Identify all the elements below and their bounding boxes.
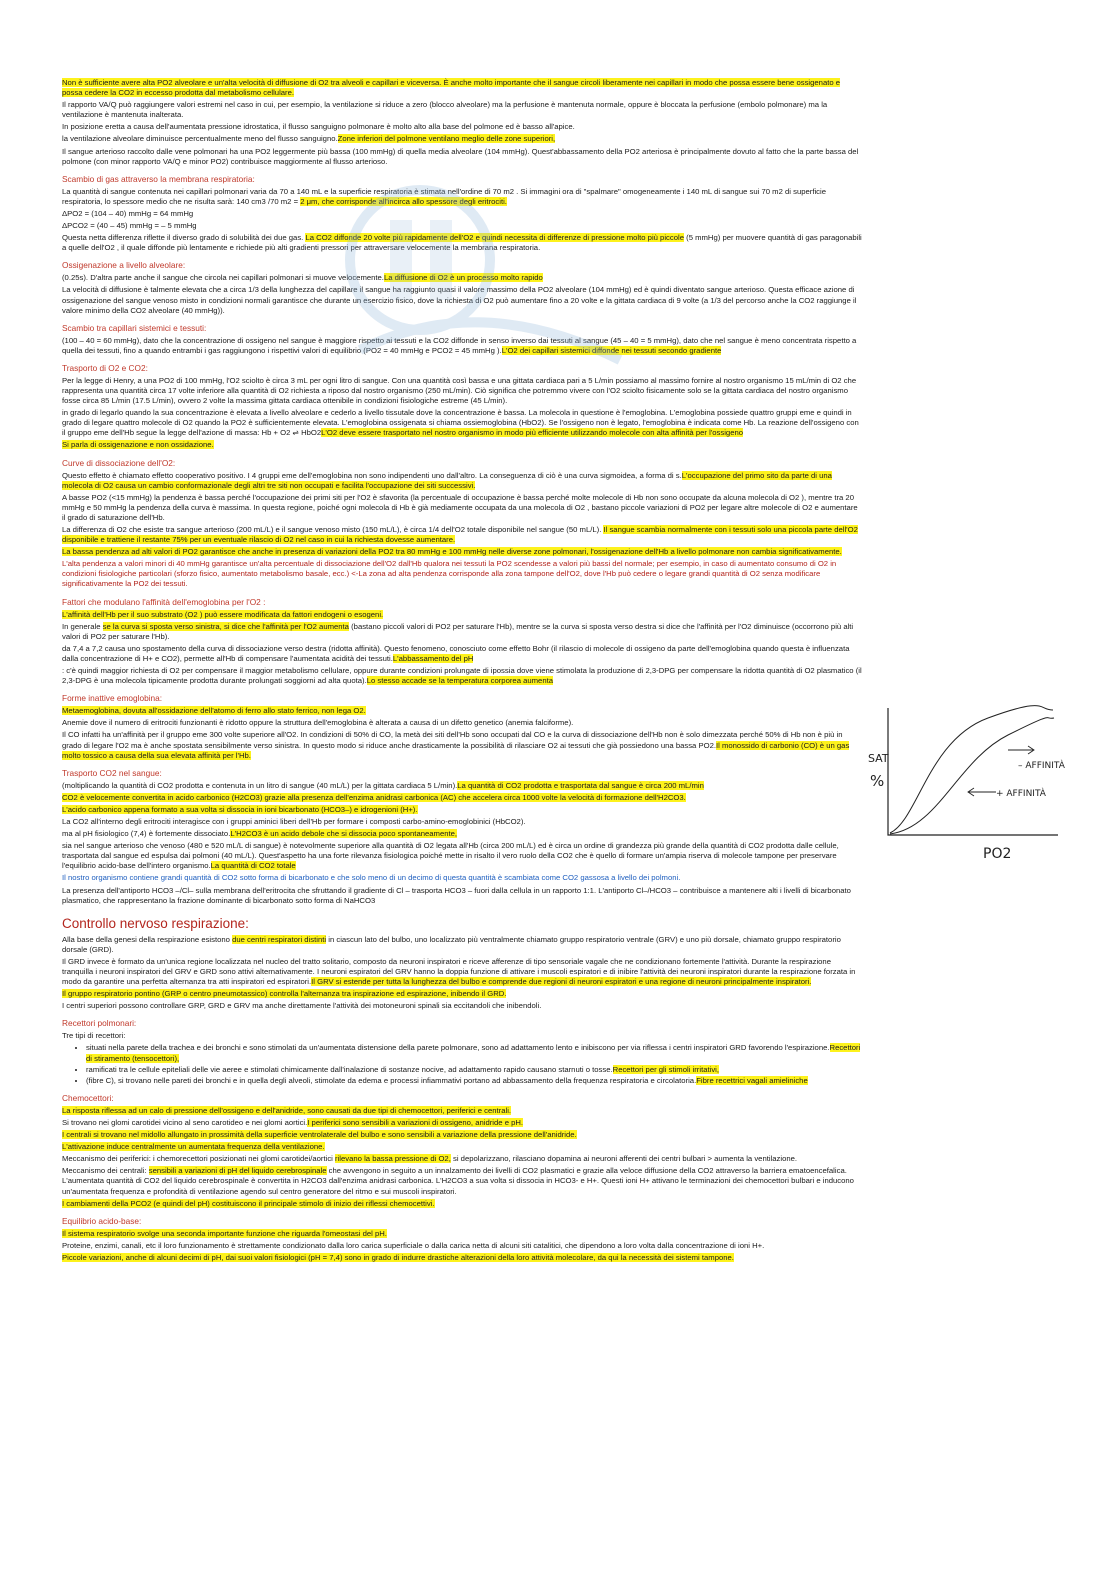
paragraph (62, 1229, 862, 1239)
section-heading (62, 1093, 862, 1104)
highlighted-text: Il sangue scambia normalmente con i tessuti solo una piccola parte dell'O2 disponibile e trattiene il restante 75% per un eventuale rilascio di O2 nel caso in cui la richiesta dovesse aumentare. (62, 525, 858, 545)
paragraph (62, 336, 862, 356)
text-run: Il GRD invece è formato da un'unica regione localizzata nel nucleo del tratto solitario, composto da neuroni inspiratori e riceve afferenze di tipo sensoriale vagale che ne condizionano fortemente l'attività. Durante la respirazione tranquilla i neuroni inspiratori del GRV e GRD sono attivi alternativamente. I neuroni espiratori del GRV hanno la doppia funzione di attivare i muscoli espiratori e di inibire l'attività dei neuroni inspiratori durante la respirazione forzata in modo da garantire una perfetta alternanza tra atti inspiratori ed espiratori. (62, 956, 856, 987)
paragraph (62, 273, 862, 283)
paragraph (62, 221, 862, 231)
text-run: la ventilazione alveolare diminuisce percentualmente meno del flusso sanguigno. (62, 134, 338, 144)
highlighted-text: L'abbassamento del pH (392, 653, 474, 663)
highlighted-text: Piccole variazioni, anche di alcuni decimi di pH, dai suoi valori fisiologici (pH = 7,4) sono in grado di indurre drastiche alterazioni della loro attività molecolare, da qui la necessità dei sistemi tampone. (62, 1252, 734, 1262)
paragraph (62, 718, 862, 728)
text-run: ma al pH fisiologico (7,4) è fortemente dissociato. (62, 829, 231, 839)
text-run: In posizione eretta a causa dell'aumentata pressione idrostatica, il flusso sanguigno polmonare è molto alto alla base del polmone ed è basso all'apice. (62, 122, 575, 132)
text-run: situati nella parete della trachea e dei bronchi e sono stimolati da un'aumentata distensione della parete polmonare, sono ad adattamento lento e inibiscono per via riflessa i centri inspiratori GRD favorendo l'espirazione. (86, 1043, 830, 1053)
paragraph (62, 285, 862, 315)
section-heading-text: Scambio di gas attraverso la membrana respiratoria: (62, 173, 255, 184)
paragraph (62, 187, 862, 207)
text-run: La differenza di O2 che esiste tra sangue arterioso (200 mL/L) e il sangue venoso misto (150 mL/L), è circa 1/4 dell'O2 totale disponibile nel sangue (50 mL/L). (62, 525, 604, 534)
paragraph (62, 1154, 862, 1164)
paragraph (62, 644, 862, 664)
paragraph (62, 1031, 862, 1041)
highlighted-text: sensibili a variazioni di pH del liquido cerebrospinale (148, 1166, 327, 1176)
curve-right (890, 718, 1054, 834)
section-heading (62, 260, 862, 271)
text-run: sia nel sangue arterioso che venoso (480 e 520 mL/L di sangue) è notevolmente superiore alla quantità di O2 legata all'Hb (circa 200 mL/L) ed è circa un ordine di grandezza più grande della quantità di CO2 prodotta dalle cellule, trasportata dal sangue ed espulsa dai polmoni (40 mL/L). Quest'aspetto ha una forte rilevanza fisiologica poiché mette in risalto il vero ruolo della CO2 che è quello di formare un'ampia riserva di molecole tampone per preservare l'equilibrio acido-base dell'intero organismo. (62, 841, 839, 871)
paragraph (62, 134, 862, 144)
highlighted-text: Si parla di ossigenazione e non ossidazione. (62, 440, 214, 450)
arrow-right-icon (1008, 746, 1034, 754)
paragraph (62, 1106, 862, 1116)
text-run: (bastano piccoli valori di PO2 per saturare l'Hb), mentre se la curva si sposta verso destra si dice che l'affinità per l'O2 diminuisce (occorrono più alti valori di PO2 per saturare l'Hb). (62, 621, 854, 641)
highlighted-text: L'O2 dei capillari sistemici diffonde nei tessuti secondo gradiente (501, 345, 722, 355)
highlighted-text: Il GRV si estende per tutta la lunghezza del bulbo e comprende due regioni di neuroni espiratori e una regione di neuroni principalmente inspiratori. (311, 977, 812, 987)
text-run: Alla base della genesi della respirazione esistono (62, 934, 233, 944)
section-heading-text: Forme inattive emoglobina: (62, 693, 163, 704)
text-run: Questo effetto è chiamato effetto cooperativo positivo. I 4 gruppi eme dell'emoglobina non sono indipendenti uno dall'altro. La conseguenza di ciò è una curva sigmoidea, a forma di s. (62, 470, 682, 480)
paragraph (62, 1199, 862, 1209)
text-run: : c'è quindi maggior richiesta di O2 per compensare il maggior metabolismo cellulare, oppure durante condizioni prolungate di ipossia dove viene stimolata la produzione di 2,3-DPG per compensare la ridotta quantità di O2 plasmatico (il 2,3-DPG è una molecola tipicamente prodotta durante prolungati soggiorni ad alta quota). (62, 666, 862, 686)
text-run: La presenza dell'antiporto HCO3 –/Cl– sulla membrana dell'eritrocita che sfruttando il gradiente di Cl – trasporta HCO3 – fuori dalla cellula in un rapporto 1:1. L'antiporto Cl–/HCO3 – contribuisce a mantenere alti i livelli di bicarbonato plasmatico, che rappresentano la frazione dominante di bicarbonato sotto forma di NaHCO3 (62, 885, 851, 905)
paragraph (62, 805, 862, 815)
paragraph (62, 957, 862, 987)
paragraph (62, 525, 862, 545)
highlighted-text: La diffusione di O2 è un processo molto rapido (383, 273, 543, 283)
text-run: in ciascun lato del bulbo, uno localizzato più ventralmente chiamato gruppo respiratorio ventrale (GRV) e uno più dorsale, chiamato gruppo respiratorio dorsale (GRD). (62, 934, 841, 954)
list-item (86, 1076, 862, 1086)
sketch-svg (868, 700, 1068, 870)
paragraph (62, 440, 862, 450)
x-label-po2: PO2 (983, 846, 1012, 862)
highlighted-text: se la curva si sposta verso sinistra, si dice che l'affinità per l'O2 aumenta (102, 621, 349, 631)
section-heading (62, 174, 862, 185)
text-run: Il rapporto VA/Q può raggiungere valori estremi nel caso in cui, per esempio, la ventilazione si riduce a zero (blocco alveolare) ma la perfusione è mantenuta normale, oppure è bloccata la perfusione (embolo polmonare) ma la ventilazione è mantenuta inalterata. (62, 100, 828, 120)
arrow-left-icon (968, 788, 996, 796)
highlighted-text: Lo stesso accade se la temperatura corporea aumenta (366, 676, 554, 686)
highlighted-text: Il sistema respiratorio svolge una seconda importante funzione che riguarda l'omeostasi del pH. (62, 1228, 387, 1238)
section-heading-text: Trasporto di O2 e CO2: (62, 362, 148, 373)
paragraph (62, 493, 862, 523)
paragraph (62, 1118, 862, 1128)
paragraph (62, 666, 862, 686)
highlighted-text: L'acido carbonico appena formato a sua volta si dissocia in ioni bicarbonato (HCO3–) e idrogenioni (H+). (62, 804, 418, 814)
paragraph (62, 989, 862, 999)
section-heading-text: Chemocettori: (62, 1092, 114, 1103)
paragraph (62, 1241, 862, 1251)
highlighted-text: La bassa pendenza ad alti valori di PO2 garantisce che anche in presenza di variazioni della PO2 tra 80 mmHg e 100 mmHg nelle diverse zone polmonari, l'ossigenazione dell'Hb a livello polmonare non cambia significativamente. (62, 547, 842, 557)
highlighted-text: I cambiamenti della PCO2 (e quindi del pH) costituiscono il principale stimolo di inizio dei riflessi chemocettivi. (62, 1198, 435, 1208)
y-label-percent: % (870, 772, 885, 790)
paragraph (62, 1166, 862, 1196)
paragraph (62, 376, 862, 406)
highlighted-text: Zone inferiori del polmone ventilano meglio delle zone superiori, (337, 134, 556, 144)
paragraph (62, 610, 862, 620)
paragraph (62, 1130, 862, 1140)
text-run: che avvengono in seguito a un innalzamento dei livelli di CO2 plasmatici e grazie alla veloce diffusione della CO2 attraverso la barriera ematoencefalica. L'aumentata quantità di CO2 del liquido cerebrospinale è convertita in H2CO3 dall'enzima anidrasi carbonica. L'H2CO3 a sua volta si dissocia in HCO3- e H+. Questi ioni H+ attivano le terminazioni dei chemocettori bulbari e inducono un'aumentata frequenza e profondità di ventilazione agendo sul centro generatore del ritmo e sui muscoli inspiratori. (62, 1166, 854, 1196)
text-run: (100 – 40 = 60 mmHg), dato che la concentrazione di ossigeno nel sangue è maggiore rispetto ai tessuti e la CO2 diffonde in senso inverso dai tessuti al sangue (45 – 40 = 5 mmHg), dato che nel sangue è meno concentrata rispetto a quella dei tessuti, fino a quando entrambi i gas raggiungono i rispettivi valori di equilibrio (PO2 = 40 mmHg e PCO2 = 45 mmHg ). (62, 335, 857, 355)
text-run: Meccanismo dei centrali: (62, 1166, 149, 1176)
section-heading (62, 458, 862, 469)
paragraph (62, 471, 862, 491)
text-run: ramificati tra le cellule epiteliali delle vie aeree e stimolati chimicamente dall'inalazione di sostanze nocive, ad adattamento rapido causano starnuti o tosse. (86, 1064, 613, 1074)
highlighted-text: Il monossido di carbonio (CO) è un gas molto tossico a causa della sua elevata affinità per l'Hb. (62, 740, 850, 760)
highlighted-text: Fibre recettrici vagali amieliniche (696, 1075, 808, 1085)
paragraph (62, 547, 862, 557)
paragraph (62, 100, 862, 120)
highlighted-text: CO2 è velocemente convertita in acido carbonico (H2CO3) grazie alla presenza dell'enzima anidrasi carbonica (AC) che accelera circa 1000 volte la velocità di formazione dell'H2CO3. (62, 792, 686, 802)
highlighted-text: La CO2 diffonde 20 volte più rapidamente dell'O2 e quindi necessita di differenze di pressione molto più piccole (305, 233, 684, 243)
text-run: Questa netta differenza riflette il diverso grado di solubilità dei due gas. (62, 233, 306, 243)
paragraph (62, 233, 862, 253)
highlighted-text: due centri respiratori distinti (232, 934, 327, 944)
paragraph (62, 559, 862, 589)
highlighted-text: Metaemoglobina, dovuta all'ossidazione dell'atomo di ferro allo stato ferrico, non lega O2. (62, 706, 366, 716)
text-run: (fibre C), si trovano nelle pareti dei bronchi e in quella degli alveoli, stimolate da edema e processi infiammativi portano ad abbassamento della frequenza respiratoria e circolatoria. (86, 1075, 697, 1085)
text-run: (moltiplicando la quantità di CO2 prodotta e contenuta in un litro di sangue (40 mL/L) per la gittata cardiaca 5 L/min). (62, 780, 458, 790)
y-label-sat: SAT (868, 752, 889, 765)
paragraph (62, 873, 862, 883)
section-heading-text: Scambio tra capillari sistemici e tessuti: (62, 322, 207, 333)
paragraph (62, 622, 862, 642)
text-run: da 7,4 a 7,2 causa uno spostamento della curva di dissociazione verso destra (ridotta affinità). Questo fenomeno, conosciuto come effetto Bohr (il rilascio di molecole di ossigeno da parte dell'emoglobina quando questa è influenzata dalla concentrazione di H+ e CO2), permette all'Hb di compensare l'aumentata acidità dei tessuti. (62, 643, 850, 663)
text-run: Si trovano nei glomi carotidei vicino al seno carotideo e nei glomi aortici. (62, 1117, 308, 1127)
paragraph (62, 408, 862, 438)
highlighted-text: Recettori per gli stimoli irritativi, (612, 1064, 720, 1074)
text-run: In generale (62, 621, 103, 631)
highlighted-text: I centrali si trovano nel midollo allungato in prossimità della superficie ventrolaterale del bulbo e sono sensibili a variazione della pressione dell'anidride. (62, 1130, 577, 1140)
paragraph (62, 706, 862, 716)
section-heading-text: Curve di dissociazione dell'O2: (62, 457, 176, 468)
text-run: (0.25s). D'altra parte anche il sangue che circola nei capillari polmonari si muove velocemente. (62, 273, 384, 283)
text-run: Il sangue arterioso raccolto dalle vene polmonari ha una PO2 leggermente più bassa (100 mmHg) di quella media alveolare (104 mmHg). Quest'abbassamento della PO2 arteriosa è principalmente dovuto al fatto che la parte bassa del polmone (con minor rapporto VA/Q e minor PO2) contribuisce maggiormente al flusso arterioso. (62, 146, 859, 166)
section-heading (62, 693, 862, 704)
text-run: ΔPO2 = (104 – 40) mmHg = 64 mmHg (62, 208, 194, 218)
paragraph (62, 147, 862, 167)
highlighted-text: L'O2 deve essere trasportato nel nostro organismo in modo più efficiente utilizzando molecole con alta affinità per l'ossigeno (321, 428, 744, 438)
section-heading-text: Ossigenazione a livello alveolare: (62, 260, 186, 271)
highlighted-text: rilevano la bassa pressione di O2, (335, 1154, 451, 1164)
text-run: Il nostro organismo contiene grandi quantità di CO2 sotto forma di bicarbonato e che solo meno di un decimo di questa quantità è scambiata come CO2 gassosa a livello dei polmoni. (62, 873, 681, 883)
list-item (86, 1065, 862, 1075)
text-run: Il CO infatti ha un'affinità per il gruppo eme 300 volte superiore all'O2. In condizioni di 50% di CO, la metà dei siti dell'Hb sono occupati dal CO e la curva di dissociazione dell'Hb non è solo dimezzata perché 50% di Hb non è più in grado di legare l'O2 ma è anche spostata sensibilmente verso sinistra. In questo modo si riduce anche drasticamente la possibilità di rilasciare O2 ai tessuti che già possiedono una bassa PO2. (62, 730, 843, 750)
chapter-heading: Controllo nervoso respirazione: (62, 915, 249, 931)
label-more-affinity: + AFFINITÀ (996, 789, 1046, 799)
receptor-list (62, 1043, 862, 1085)
paragraph (62, 1001, 862, 1011)
highlighted-text: I periferici sono sensibili a variazioni di ossigeno, anidride e pH. (307, 1117, 524, 1127)
text-run: Anemie dove il numero di eritrociti funzionanti è ridotto oppure la struttura dell'emoglobina è alterata a causa di un difetto genetico (anemia falciforme). (62, 718, 574, 728)
section-heading-text: Equilibrio acido-base: (62, 1215, 142, 1226)
section-heading (62, 1216, 862, 1227)
paragraph (62, 730, 862, 760)
paragraph (62, 78, 862, 98)
text-run: A basse PO2 (<15 mmHg) la pendenza è bassa perché l'occupazione dei primi siti per l'O2 è sfavorita (la percentuale di occupazione è bassa perché molte molecole di Hb non sono occupate da alcuna molecola di O2 ), mentre tra 20 mmHg e 50 mmHg la pendenza della curva è massima. In questa regione, poiché ogni molecola di Hb è già mediamente occupata da una molecola di O2 , bastano piccole variazioni di PO2 per legare altre molecole di O2 e aumentare il grado di saturazione dell'Hb. (62, 492, 858, 522)
section-heading (62, 363, 862, 374)
section-heading-text: Trasporto CO2 nel sangue: (62, 767, 162, 778)
text-run: I centri superiori possono controllare GRP, GRD e GRV ma anche direttamente l'attività dei motoneuroni spinali sia eccitandoli che inibendoli. (62, 1001, 542, 1011)
document-page (62, 78, 862, 1265)
text-run: Per la legge di Henry, a una PO2 di 100 mmHg, l'O2 sciolto è circa 3 mL per ogni litro di sangue. Con una quantità così bassa e una gittata cardiaca pari a 5 L/min possiamo al massimo fornire al nostro organismo 15 mL/min di O2 che rappresenta una quantità circa 17 volte inferiore alla quantità di O2 richiesta a riposo dal nostro organismo (250 mL/min). Ciò significa che potremmo vivere con l'O2 sciolto fisicamente solo se la gittata cardiaca del nostro organismo fosse circa 85 L/min (17.5 L/min), ovvero 2 volte la massima gittata cardiaca ottenibile in condizioni fisiologiche estreme (45 L/min). (62, 375, 857, 406)
paragraph (62, 781, 862, 791)
text-run: L'alta pendenza a valori minori di 40 mmHg garantisce un'alta percentuale di dissociazione dell'O2 dall'Hb qualora nei tessuti la PO2 scendesse a valori più bassi del normale; per esempio, in caso di aumentato consumo di O2 in condizioni fisiologiche particolari (sforzo fisico, aumentato metabolismo basale, ecc.) <-La zona ad alta pendenza corrisponde alla zona tampone dell'O2, dove l'Hb può cedere o legare grandi quantità di O2 senza modificare significativamente la PO2 dei tessuti. (62, 559, 837, 589)
paragraph (62, 935, 862, 955)
text-run: (5 mmHg) per muovere quantità di gas paragonabili a quelle dell'O2 , il quale diffonde più lentamente e richiede più alti gradienti pressori per attraversare velocemente la membrana respiratoria. (62, 233, 862, 253)
paragraph (62, 122, 862, 132)
paragraph (62, 829, 862, 839)
paragraph (62, 1253, 862, 1263)
list-item (86, 1043, 862, 1063)
highlighted-text: La quantità di CO2 totale (210, 861, 296, 871)
highlighted-text: L'H2CO3 è un acido debole che si dissocia poco spontaneamente, (230, 829, 458, 839)
text-run: Proteine, enzimi, canali, etc il loro funzionamento è strettamente condizionato dalla loro carica superficiale o dalla carica netta di alcuni siti catalitici, che dipendono a loro volta dalla concentrazione di ioni H+. (62, 1240, 765, 1250)
paragraph (62, 1142, 862, 1152)
text-run: Meccanismo dei periferici: i chemorecettori posizionati nei glomi carotidei/aortici (62, 1154, 336, 1164)
dissociation-curve-sketch (868, 700, 1068, 870)
section-heading (62, 323, 862, 334)
highlighted-text: 2 μm, che corrisponde all'incirca allo spessore degli eritrociti. (300, 196, 507, 206)
highlighted-text: Il gruppo respiratorio pontino (GRP o centro pneumotassico) controlla l'alternanza tra inspirazione ed espirazione, inibendo il GRD. (62, 989, 507, 999)
text-run: La quantità di sangue contenuta nei capillari polmonari varia da 70 a 140 mL e la superficie respiratoria è stimata nell'ordine di 70 m2 . Si immagini ora di "spalmare" omogeneamente i 140 mL di sangue sui 70 m2 di superficie respiratoria, lo spessore medio che ne risulta sarà: 140 cm3 /70 m2 = (62, 186, 827, 206)
sketch-axes (888, 708, 1058, 835)
highlighted-text: L'attivazione induce centralmente un aumentata frequenza della ventilazione. (62, 1142, 325, 1152)
section-heading (62, 768, 862, 779)
section-heading-text: Recettori polmonari: (62, 1018, 137, 1029)
highlighted-text: Recettori di stiramento (tensocettori), (86, 1043, 861, 1063)
section-heading (62, 1018, 862, 1029)
highlighted-text: Non è sufficiente avere alta PO2 alveolare e un'alta velocità di diffusione di O2 tra alveoli e capillari e viceversa. È anche molto importante che il sangue circoli liberamente nei capillari in modo che possa essere bene ossigenato e possa cedere la CO2 in eccesso prodotta dal metabolismo cellulare. (62, 78, 841, 98)
text-run: ΔPCO2 = (40 – 45) mmHg = – 5 mmHg (62, 221, 197, 231)
text-run: Tre tipi di recettori: (62, 1031, 126, 1041)
text-run: si depolarizzano, rilasciano dopamina ai neuroni afferenti dei centri bulbari > aumenta la ventilazione. (450, 1154, 798, 1164)
text-run: La velocità di diffusione è talmente elevata che a circa 1/3 della lunghezza del capillare il sangue ha raggiunto quasi il valore massimo della PO2 alveolare (104 mmHg) ed è quindi diventato sangue arterioso. Questa efficace azione di ossigenazione del sangue venoso misto in condizioni normali garantisce che durante un esercizio fisico, dove la richiesta di O2 può aumentare fino a 20 volte e la gittata cardiaca di 9 volte (a 1/3 del percorso anche la CO2 raggiunge il valore minimo della CO2 alveolare (40 mmHg)). (62, 285, 857, 315)
label-less-affinity: – AFFINITÀ (1018, 761, 1065, 771)
paragraph (62, 817, 862, 827)
text-run: in grado di legarlo quando la sua concentrazione è elevata a livello alveolare e cederlo a livello tissutale dove la concentrazione è bassa. La molecola in questione è l'emoglobina. L'emoglobina possiede quattro gruppi eme e quindi in grado di legare quattro molecole di O2 quando la PO2 è sufficientemente elevata. L'emoglobina ossigenata si chiama ossiemoglobina (HbO2). Se l'ossigeno non è legato, l'emoglobina è indicata come Hb. La reazione dell'ossigeno con il gruppo eme dell'Hb segue la legge dell'azione di massa: Hb + O2 ⇌ HbO2 (62, 408, 859, 438)
section-heading-text: Fattori che modulano l'affinità dell'emoglobina per l'O2 : (62, 596, 266, 607)
paragraph (62, 886, 862, 906)
highlighted-text: La quantità di CO2 prodotta e trasportata dal sangue è circa 200 mL/min (457, 780, 704, 790)
paragraph (62, 841, 862, 871)
paragraph (62, 209, 862, 219)
highlighted-text: L'affinità dell'Hb per il suo substrato (O2 ) può essere modificata da fattori endogeni o esogeni. (62, 609, 384, 619)
highlighted-text: L'occupazione del primo sito da parte di una molecola di O2 causa un cambio conformazionale degli altri tre siti non occupati e facilita l'occupazione dei siti successivi. (62, 470, 832, 490)
highlighted-text: La risposta riflessa ad un calo di pressione dell'ossigeno e dell'anidride, sono causati da due tipi di chemocettori, periferici e centrali. (62, 1105, 512, 1115)
text-run: La CO2 all'interno degli eritrociti interagisce con i gruppi aminici liberi dell'Hb per formare i composti carbo-amino-emoglobinici (HbCO2). (62, 816, 526, 826)
section-heading (62, 597, 862, 608)
paragraph (62, 793, 862, 803)
